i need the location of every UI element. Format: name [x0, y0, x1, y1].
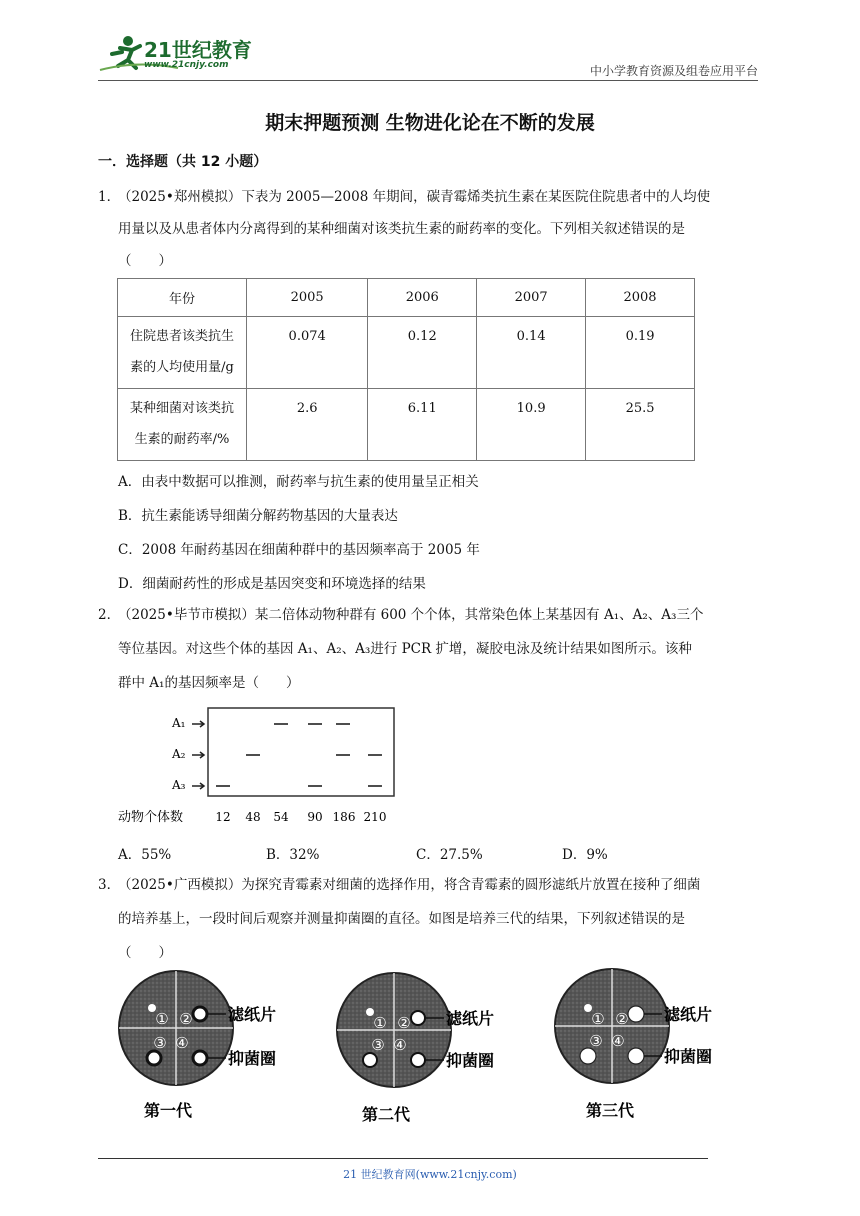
svg-text:①: ① [155, 1010, 169, 1028]
filter-paper-icon [628, 1048, 644, 1064]
svg-text:①: ① [591, 1010, 605, 1028]
column-label: 48 [245, 810, 261, 824]
label-line: 生素的耐药率/% [134, 432, 230, 447]
option-a: A．由表中数据可以推测，耐药率与抗生素的使用量呈正相关 [118, 474, 479, 490]
logo-url: www.21cnjy.com [144, 60, 229, 70]
column-label: 186 [332, 810, 356, 824]
dish-generation-3 [555, 969, 712, 1120]
label-filter-paper: 滤纸片 [446, 1009, 495, 1028]
svg-text:④: ④ [611, 1032, 625, 1050]
label-inhibition-zone: 抑菌圈 [228, 1049, 277, 1068]
gel-bands [216, 724, 382, 786]
table-header-cell: 2006 [368, 279, 477, 317]
svg-text:③: ③ [153, 1034, 167, 1052]
section-heading: 一．选择题（共 12 小题） [98, 154, 268, 170]
generation-label: 第一代 [143, 1101, 193, 1120]
table-cell: 0.19 [586, 317, 695, 389]
electrophoresis-figure [116, 700, 396, 828]
filter-paper-icon [411, 1011, 425, 1025]
label-filter-paper: 滤纸片 [664, 1005, 713, 1024]
table-cell: 25.5 [586, 389, 695, 461]
question-text-line: 等位基因。对这些个体的基因 A₁、A₂、A₃进行 PCR 扩增，凝胶电泳及统计结果如图所示。该种 [118, 641, 692, 657]
question-text-line: （2025•广西模拟）为探究青霉素对细菌的选择作用，将含青霉素的圆形滤纸片放置在接种了细菌 [118, 877, 701, 893]
question-text-line: 的培养基上，一段时间后观察并测量抑菌圈的直径。如图是培养三代的结果，下列叙述错误的是 [118, 911, 685, 927]
column-label: 54 [273, 810, 289, 824]
svg-text:②: ② [397, 1014, 411, 1032]
option-d: D．9% [562, 847, 608, 863]
filter-paper-icon [193, 1051, 207, 1065]
dish-generation-1 [119, 971, 276, 1120]
table-cell: 10.9 [477, 389, 586, 461]
table-cell: 2.6 [247, 389, 368, 461]
option-a: A．55% [118, 847, 172, 863]
option-d: D．细菌耐药性的形成是基因突变和环境选择的结果 [118, 576, 426, 592]
logo-text: 21世纪教育 [144, 38, 252, 62]
table-row-label [118, 317, 247, 389]
svg-text:①: ① [373, 1014, 387, 1032]
label-inhibition-zone: 抑菌圈 [664, 1047, 713, 1066]
question-number: 1． [98, 189, 121, 205]
header-divider [98, 80, 758, 81]
gel-frame [208, 708, 394, 796]
question-text-line: 用量以及从患者体内分离得到的某种细菌对该类抗生素的耐药率的变化。下列相关叙述错误的是 [118, 221, 685, 237]
dish-generation-2 [337, 973, 494, 1124]
filter-paper-icon [411, 1053, 425, 1067]
option-b: B．32% [266, 847, 320, 863]
arrow-icon [192, 721, 204, 727]
row-label-a1: A₁ [172, 716, 186, 730]
svg-text:④: ④ [393, 1036, 407, 1054]
option-c: C．27.5% [416, 847, 483, 863]
table-header-cell: 2007 [477, 279, 586, 317]
table-row [118, 389, 695, 461]
question-number: 2． [98, 607, 121, 623]
footer-divider [98, 1158, 708, 1159]
x-axis-label: 动物个体数 [118, 810, 184, 825]
table-header-cell: 2008 [586, 279, 695, 317]
question-text-line: （2025•毕节市模拟）某二倍体动物种群有 600 个个体，其常染色体上某基因有 A₁、A₂、A₃三个 [118, 607, 704, 623]
question-text-line: （ ） [118, 945, 172, 961]
row-label-a3: A₃ [172, 778, 186, 792]
question-number: 3． [98, 877, 121, 893]
generation-label: 第二代 [361, 1105, 411, 1124]
svg-text:②: ② [615, 1010, 629, 1028]
column-label: 12 [215, 810, 231, 824]
table-header-cell: 年份 [118, 279, 247, 317]
table-row [118, 317, 695, 389]
generation-label: 第三代 [585, 1101, 635, 1120]
table-row-label [118, 389, 247, 461]
svg-text:③: ③ [589, 1032, 603, 1050]
filter-paper-icon [628, 1006, 644, 1022]
platform-name: 中小学教育资源及组卷应用平台 [589, 64, 758, 78]
label-filter-paper: 滤纸片 [228, 1005, 277, 1024]
question-text-line: 群中 A₁的基因频率是（ ） [118, 675, 300, 691]
column-label: 90 [307, 810, 323, 824]
label-inhibition-zone: 抑菌圈 [446, 1051, 495, 1070]
footer-text: 21 世纪教育网(www.21cnjy.com) [343, 1168, 517, 1181]
table-cell: 0.12 [368, 317, 477, 389]
table-cell: 6.11 [368, 389, 477, 461]
filter-paper-icon [193, 1007, 207, 1021]
filter-paper-icon [580, 1048, 596, 1064]
svg-text:④: ④ [175, 1034, 189, 1052]
petri-dish-figure [116, 966, 726, 1126]
arrow-icon [192, 783, 204, 789]
svg-text:②: ② [179, 1010, 193, 1028]
row-label-a2: A₂ [172, 747, 186, 761]
filter-paper-icon [147, 1051, 161, 1065]
arrow-icon [192, 752, 204, 758]
question-text-line: （2025•郑州模拟）下表为 2005—2008 年期间，碳青霉烯类抗生素在某医院住院患者中的人均使 [118, 189, 711, 205]
resistance-table [117, 278, 695, 461]
filter-paper-icon [363, 1053, 377, 1067]
table-header-cell: 2005 [247, 279, 368, 317]
question-text-line: （ ） [118, 253, 172, 269]
page-title: 期末押题预测 生物进化论在不断的发展 [265, 112, 595, 134]
table-header-row [118, 279, 695, 317]
table-cell: 0.14 [477, 317, 586, 389]
option-b: B．抗生素能诱导细菌分解药物基因的大量表达 [118, 508, 398, 524]
label-line: 素的人均使用量/g [130, 360, 234, 375]
label-line: 某种细菌对该类抗 [129, 401, 234, 416]
label-line: 住院患者该类抗生 [129, 329, 234, 344]
option-c: C．2008 年耐药基因在细菌种群中的基因频率高于 2005 年 [118, 542, 480, 558]
column-label: 210 [363, 810, 387, 824]
table-cell: 0.074 [247, 317, 368, 389]
page-header [98, 30, 758, 82]
svg-text:③: ③ [371, 1036, 385, 1054]
